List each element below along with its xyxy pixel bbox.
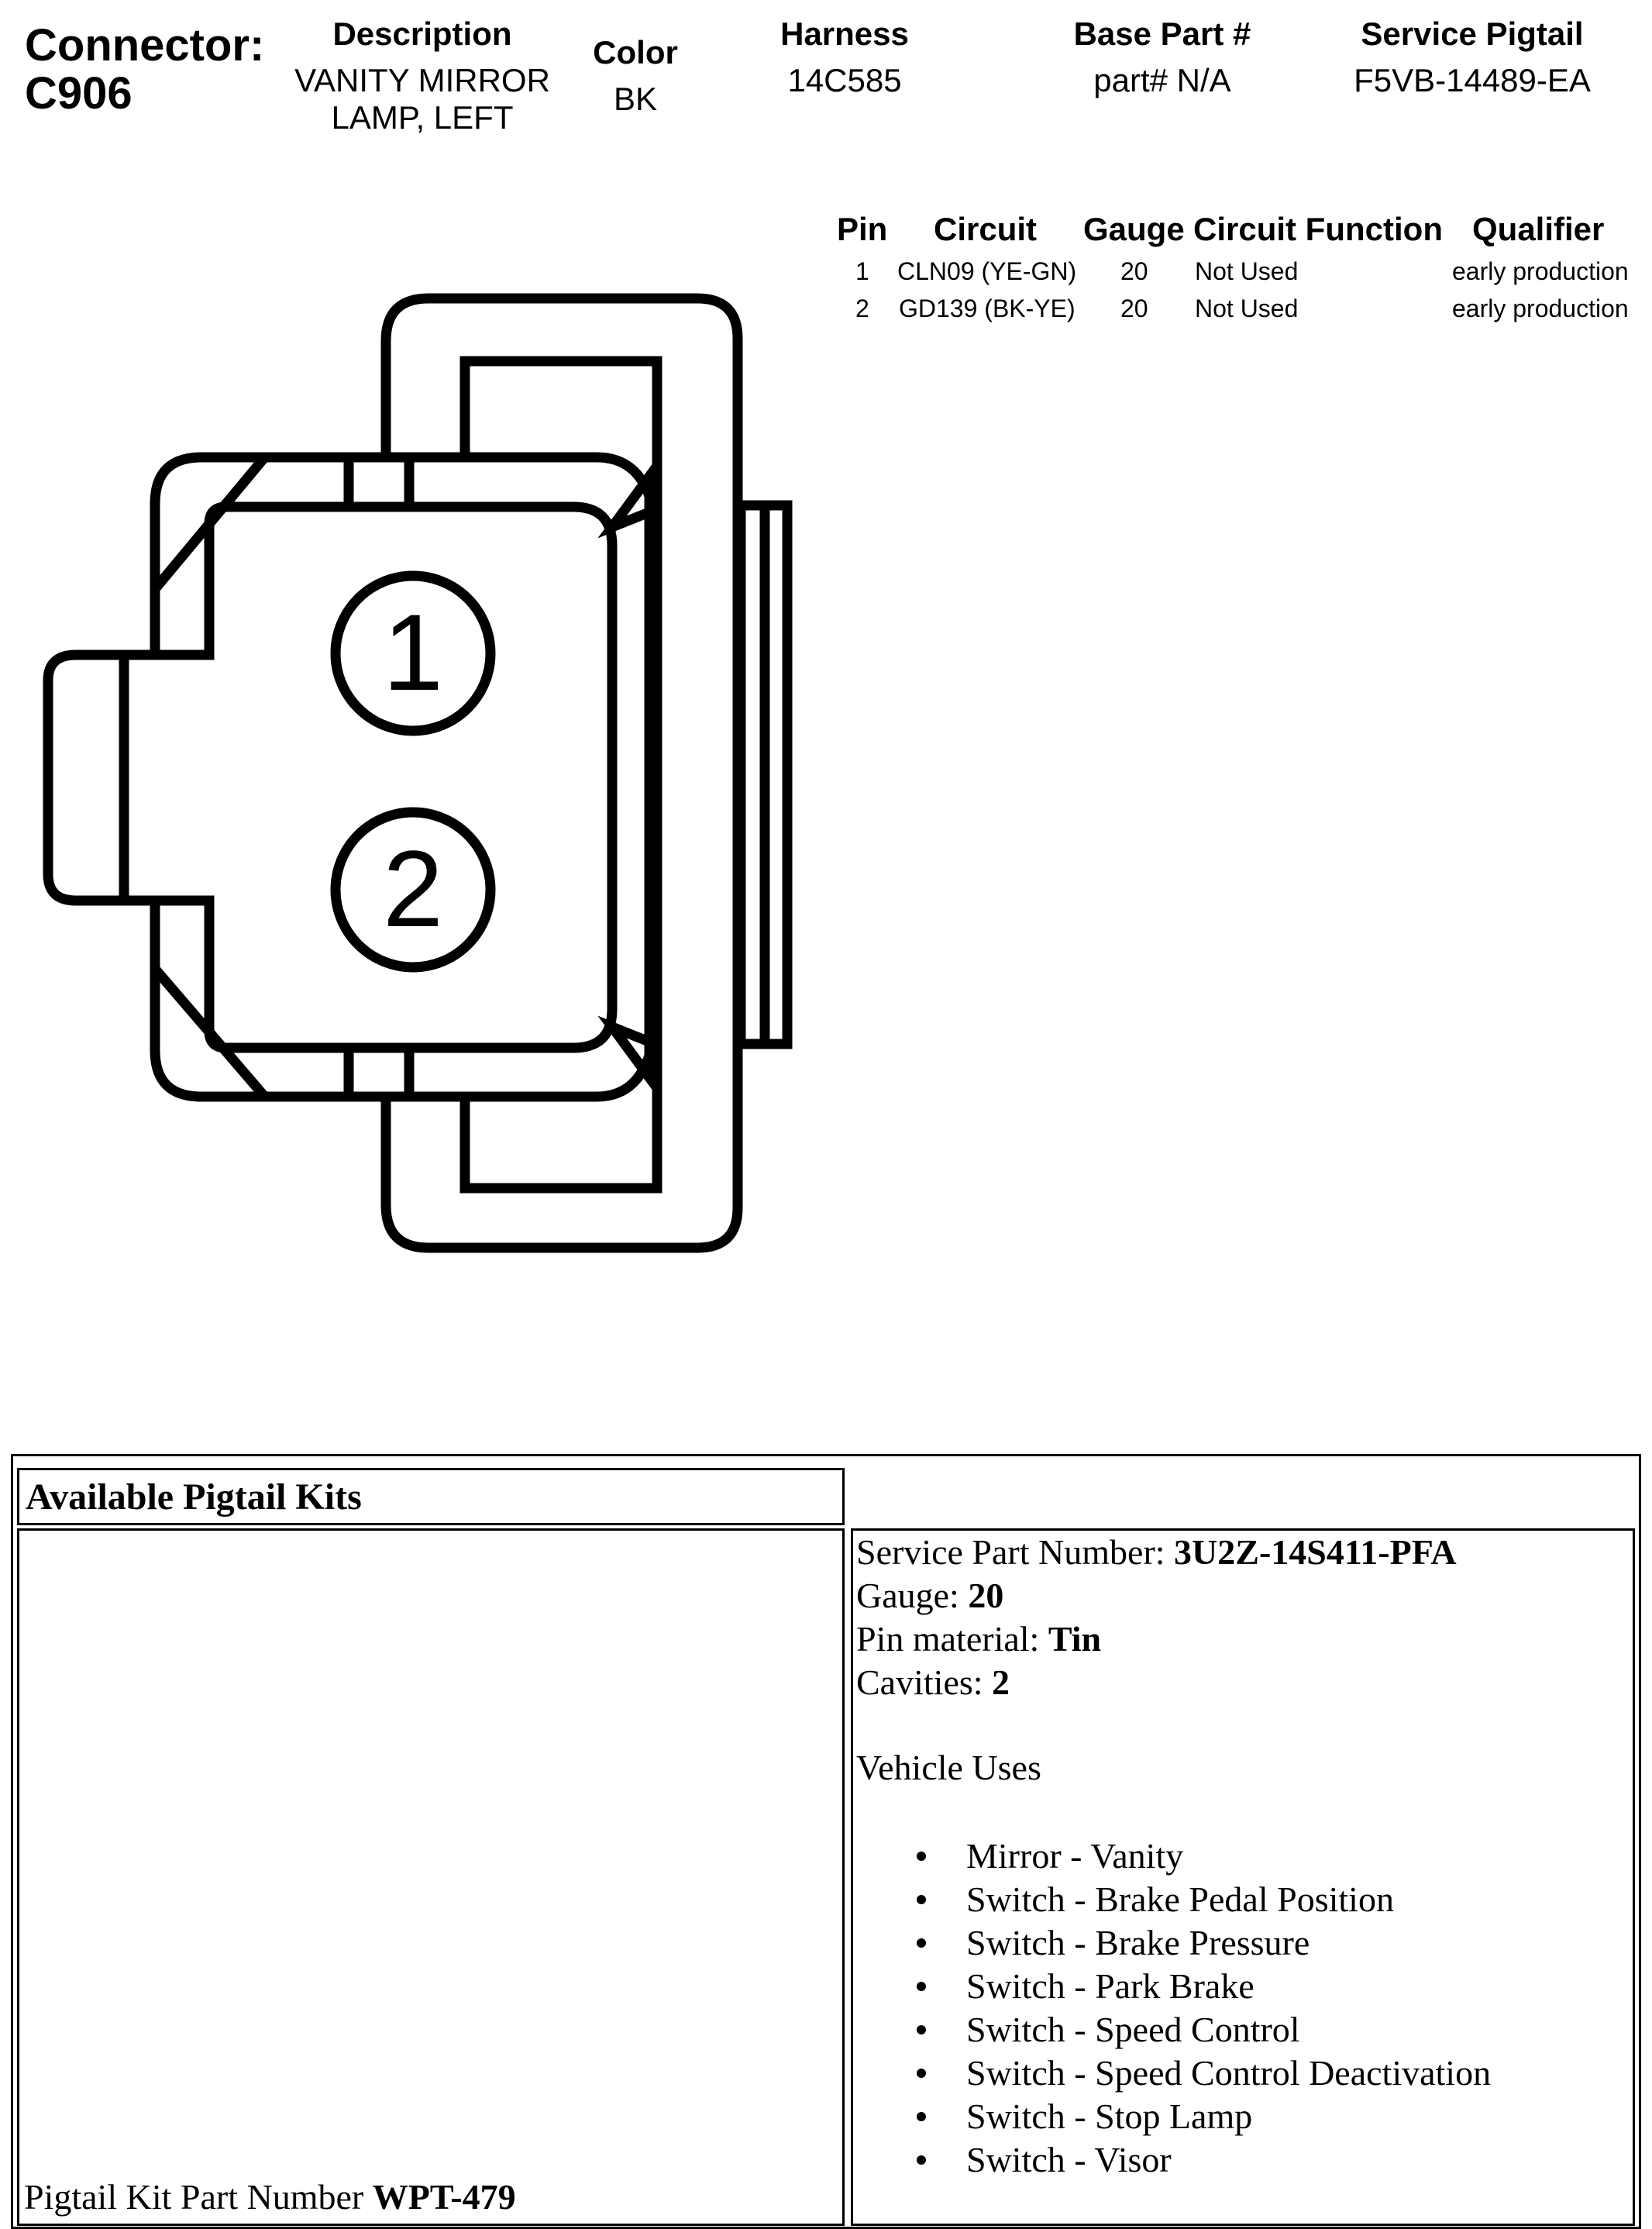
pin-material [856, 1617, 1633, 1661]
service-part-value: 3U2Z-14S411-PFA [1174, 1532, 1457, 1572]
bullet-icon [917, 1895, 926, 1904]
harness-label: Harness [780, 16, 909, 52]
list-item [917, 1921, 1633, 1965]
vehicle-use-text: Switch - Park Brake [966, 1966, 1254, 2006]
kit-gauge-label: Gauge: [856, 1576, 969, 1615]
connector-face-diagram [0, 0, 852, 1318]
pigtail-kits-heading: Available Pigtail Kits [26, 1476, 362, 1518]
bullet-icon [917, 1938, 926, 1948]
service-part-label: Service Part Number: [856, 1532, 1175, 1572]
latch-outline [386, 298, 738, 1248]
color-label: Color [593, 34, 678, 71]
kit-part-value: WPT-479 [372, 2177, 516, 2217]
row1-qualifier: early production [1452, 257, 1629, 285]
base-part-value: part# N/A [1093, 62, 1231, 98]
service-part-number [856, 1531, 1633, 1574]
row1-pin: 1 [855, 257, 869, 285]
color-value: BK [613, 81, 658, 117]
connector-id: C906 [25, 68, 133, 119]
row1-gauge: 20 [1120, 257, 1148, 285]
list-item [917, 2095, 1633, 2138]
service-pigtail-label: Service Pigtail [1361, 16, 1584, 52]
bullet-icon [917, 2069, 926, 2078]
description-label: Description [332, 16, 512, 52]
row1-circuit: CLN09 (YE-GN) [897, 257, 1077, 285]
bullet-icon [917, 2155, 926, 2165]
description-line2: LAMP, LEFT [331, 99, 514, 136]
vehicle-uses-list [917, 1835, 1633, 2182]
bullet-icon [917, 2025, 926, 2034]
row2-gauge: 20 [1120, 295, 1148, 322]
kit-details [853, 1531, 1633, 2182]
harness-value: 14C585 [787, 62, 902, 98]
kit-gauge [856, 1574, 1633, 1617]
pin-1-label: 1 [383, 591, 443, 713]
list-item [917, 1835, 1633, 1878]
connector-label: Connector: [25, 20, 265, 71]
base-part-label: Base Part # [1073, 16, 1251, 52]
vehicle-use-text: Mirror - Vanity [966, 1836, 1184, 1876]
row1-function: Not Used [1195, 257, 1299, 285]
pin-material-label: Pin material: [856, 1619, 1048, 1659]
row2-qualifier: early production [1452, 295, 1629, 322]
pigtail-kits-heading-cell [17, 1468, 845, 1525]
bullet-icon [917, 1852, 926, 1861]
service-pigtail-column [1317, 16, 1627, 99]
row2-function: Not Used [1195, 295, 1299, 322]
description-line1: VANITY MIRROR [294, 62, 550, 98]
pin-header: Pin [837, 211, 888, 247]
circuit-function-header: Circuit Function [1193, 211, 1443, 247]
kit-part-number [24, 2176, 516, 2219]
vehicle-use-text: Switch - Speed Control [966, 2010, 1300, 2049]
row2-pin: 2 [855, 295, 869, 322]
list-item [917, 1878, 1633, 1921]
kit-details-cell [851, 1528, 1635, 2226]
cavities-label: Cavities: [856, 1662, 993, 1702]
kit-part-cell [17, 1528, 845, 2226]
list-item [917, 1965, 1633, 2008]
list-item [917, 2138, 1633, 2182]
bullet-icon [917, 2112, 926, 2121]
vehicle-use-text: Switch - Visor [966, 2140, 1172, 2179]
list-item [917, 2008, 1633, 2052]
vehicle-use-text: Switch - Speed Control Deactivation [966, 2053, 1492, 2093]
kit-part-label: Pigtail Kit Part Number [24, 2177, 373, 2217]
cavities-value: 2 [992, 1662, 1010, 1702]
vehicle-use-text: Switch - Brake Pressure [966, 1923, 1310, 1962]
service-pigtail-value: F5VB-14489-EA [1354, 62, 1591, 98]
list-item [917, 2052, 1633, 2095]
bullet-icon [917, 1982, 926, 1991]
pin-2-label: 2 [383, 828, 443, 949]
vehicle-uses-label: Vehicle Uses [856, 1748, 1041, 1787]
gauge-header: Gauge [1083, 211, 1185, 247]
vehicle-use-text: Switch - Stop Lamp [966, 2096, 1253, 2136]
cavities [856, 1661, 1633, 1704]
qualifier-header: Qualifier [1472, 211, 1605, 247]
latch-inner [465, 361, 657, 1188]
base-part-column [1031, 16, 1294, 99]
kit-gauge-value: 20 [968, 1576, 1004, 1615]
circuit-header: Circuit [934, 211, 1038, 247]
pin-material-value: Tin [1048, 1619, 1102, 1659]
vehicle-use-text: Switch - Brake Pedal Position [966, 1879, 1394, 1919]
row2-circuit: GD139 (BK-YE) [899, 295, 1076, 322]
connector-body-outer [48, 457, 649, 1097]
